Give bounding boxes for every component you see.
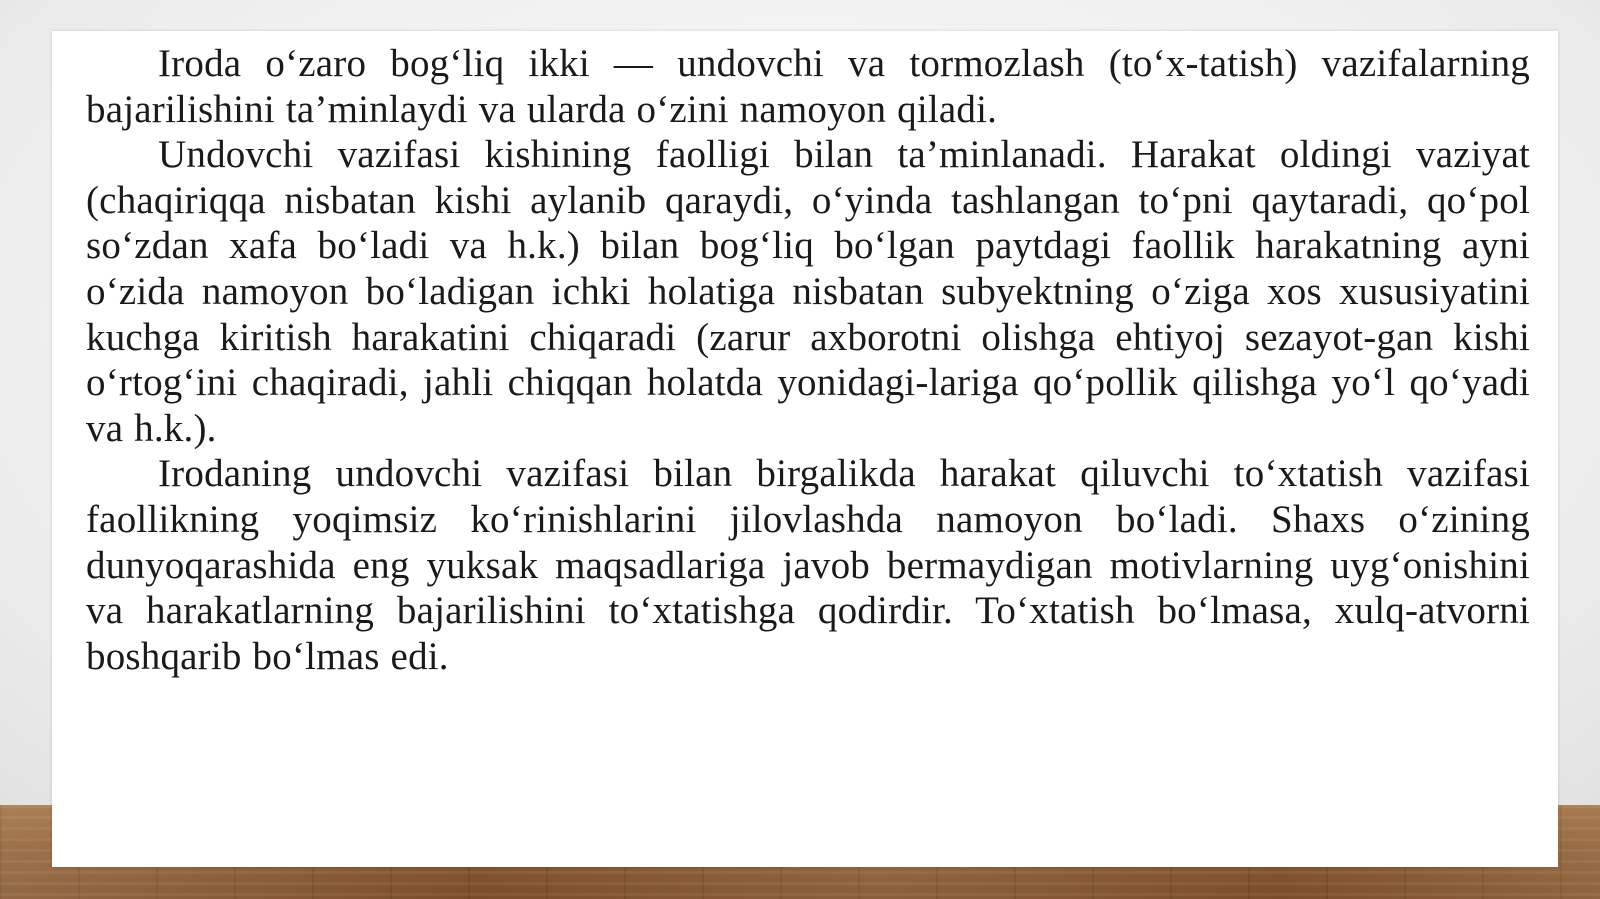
text-page bbox=[52, 31, 1558, 867]
paragraph-1: Iroda o‘zaro bog‘liq ikki — undovchi va tormozlash (to‘x-tatish) vazifalarning bajarilishini ta’minlaydi va ularda o‘zini namoyon qiladi. bbox=[86, 42, 1530, 131]
paragraph-3: Irodaning undovchi vazifasi bilan birgalikda harakat qiluvchi to‘xtatish vazifasi faollikning yoqimsiz ko‘rinishlarini jilovlashda namoyon bo‘ladi. Shaxs o‘zining dunyoqarashida eng yuksak maqsadlariga javob bermaydigan motivlarning uyg‘onishini va harakatlarning bajarilishini to‘xtatishga qodirdir. To‘xtatish bo‘lmasa, xulq-atvorni boshqarib bo‘lmas edi. bbox=[86, 452, 1530, 678]
paragraph-2: Undovchi vazifasi kishining faolligi bilan ta’minlanadi. Harakat oldingi vaziyat (chaqiriqqa nisbatan kishi aylanib qaraydi, o‘yinda tashlangan to‘pni qaytaradi, qo‘pol so‘zdan xafa bo‘ladi va h.k.) bilan bog‘liq bo‘lgan paytdagi faollik harakatning ayni o‘zida namoyon bo‘ladigan ichki holatiga nisbatan subyektning o‘ziga xos xususiyatini kuchga kiritish harakatini chiqaradi (zarur axborotni olishga ehtiyoj sezayot-gan kishi o‘rtog‘ini chaqiradi, jahli chiqqan holatda yonidagi-lariga qo‘pollik qilishga yo‘l qo‘yadi va h.k.). bbox=[86, 133, 1530, 450]
